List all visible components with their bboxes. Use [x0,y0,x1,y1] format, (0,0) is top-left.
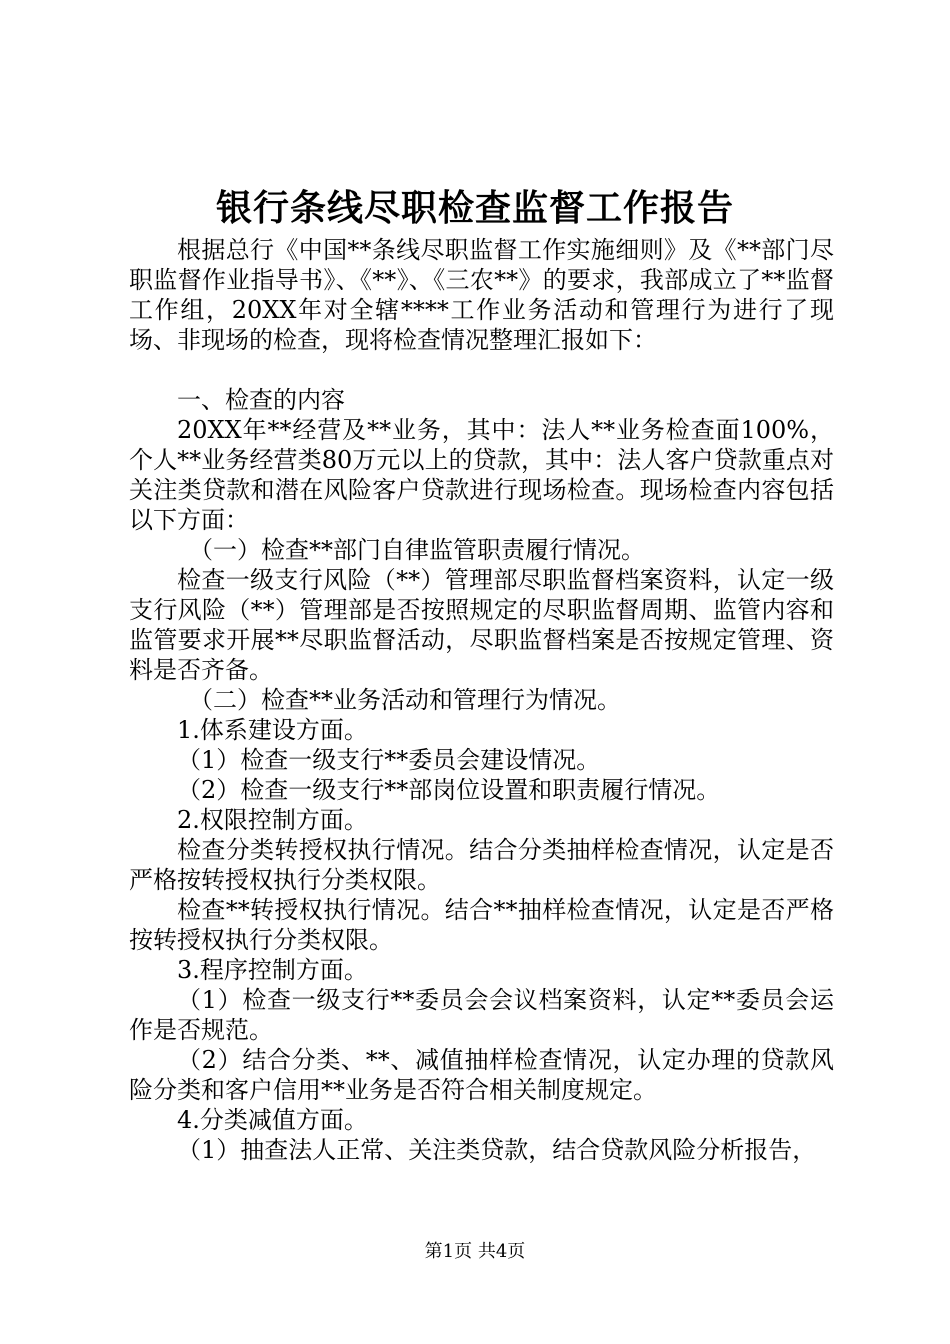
document-body [129,235,834,1165]
item-heading-2: 2.权限控制方面。 [177,806,368,834]
paragraph-archive-check: 检查一级支行风险（**）管理部尽职监督档案资料，认定一级支行风险（**）管理部是否按照规定的尽职监督周期、监管内容和监管要求开展**尽职监督活动，尽职监督档案是否按规定管理、资料是否齐备。 [129,566,834,684]
item-heading-1: 1.体系建设方面。 [177,716,368,744]
list-item: （1）抽查法人正常、关注类贷款，结合贷款风险分析报告， [177,1136,817,1164]
paragraph-transfer-auth: 检查**转授权执行情况。结合**抽样检查情况，认定是否严格按转授权执行分类权限。 [129,896,834,954]
subsection-heading-2: （二）检查**业务活动和管理行为情况。 [189,686,621,714]
paragraph-gap [129,355,834,385]
list-item: （1）检查一级支行**委员会建设情况。 [177,746,601,774]
paragraph-scope: 20XX年**经营及**业务，其中：法人**业务检查面100%，个人**业务经营类80万元以上的贷款，其中：法人客户贷款重点对关注类贷款和潜在风险客户贷款进行现场检查。现场检查内容包括以下方面： [129,416,834,534]
paragraph-intro: 根据总行《中国**条线尽职监督工作实施细则》及《**部门尽职监督作业指导书》、《**》、《三农**》的要求，我部成立了**监督工作组，20XX年对全辖****工作业务活动和管理行为进行了现场、非现场的检查，现将检查情况整理汇报如下： [129,236,834,354]
section-heading-1: 一、检查的内容 [177,386,345,414]
subsection-heading-1: （一）检查**部门自律监管职责履行情况。 [189,536,645,564]
page-number-footer: 第1页 共4页 [424,1241,526,1262]
list-item: （1）检查一级支行**委员会会议档案资料，认定**委员会运作是否规范。 [129,986,834,1044]
list-item: （2）结合分类、**、减值抽样检查情况，认定办理的贷款风险分类和客户信用**业务是否符合相关制度规定。 [129,1046,834,1104]
item-heading-4: 4.分类减值方面。 [177,1106,368,1134]
paragraph-classification-auth: 检查分类转授权执行情况。结合分类抽样检查情况，认定是否严格按转授权执行分类权限。 [129,836,834,894]
list-item: （2）检查一级支行**部岗位设置和职责履行情况。 [177,776,721,804]
document-title: 银行条线尽职检查监督工作报告 [215,187,734,229]
item-heading-3: 3.程序控制方面。 [177,956,368,984]
